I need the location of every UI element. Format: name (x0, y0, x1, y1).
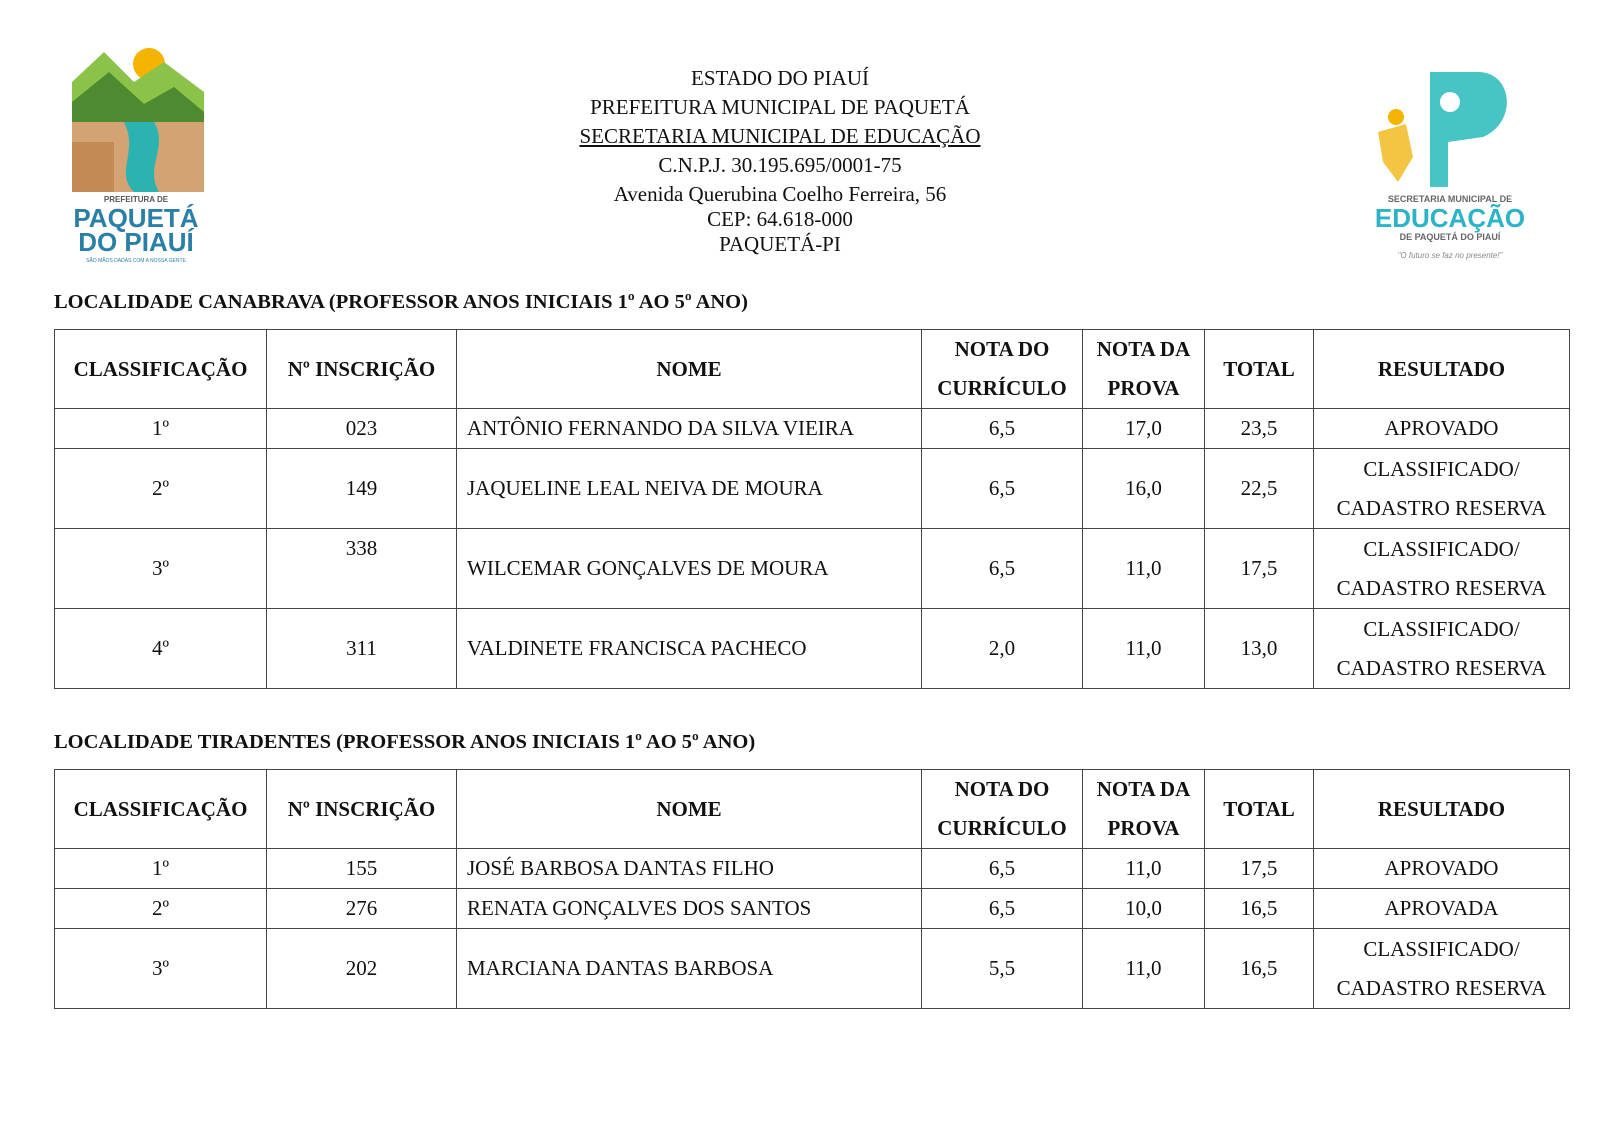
educacao-logo (1368, 62, 1528, 272)
table-row: 2º 149 JAQUELINE LEAL NEIVA DE MOURA 6,5 16,0 22,5 CLASSIFICADO/ CADASTRO RESERVA (55, 449, 1570, 529)
results-table-canabrava (54, 329, 1570, 689)
prefeitura-logo (64, 42, 209, 267)
svg-text:DO PIAUÍ: DO PIAUÍ (78, 227, 194, 257)
col-inscricao: Nº INSCRIÇÃO (267, 330, 457, 409)
header-cep: CEP: 64.618-000 (707, 207, 853, 231)
svg-text:EDUCAÇÃO: EDUCAÇÃO (1374, 203, 1526, 233)
col-prova: NOTA DA PROVA (1083, 770, 1205, 849)
svg-text:"O futuro se faz no presente!": "O futuro se faz no presente!" (1397, 251, 1503, 260)
svg-text:SÃO MÃOS DADAS COM A NOSSA GEN: SÃO MÃOS DADAS COM A NOSSA GENTE (86, 258, 186, 264)
col-resultado: RESULTADO (1314, 770, 1570, 849)
col-curriculo: NOTA DO CURRÍCULO (922, 770, 1083, 849)
document-header (450, 64, 1110, 259)
col-resultado: RESULTADO (1314, 330, 1570, 409)
table-header-row (55, 770, 1570, 849)
section-title-tiradentes: LOCALIDADE TIRADENTES (PROFESSOR ANOS INICIAIS 1º AO 5º ANO) (54, 731, 756, 753)
table-row: 1º 155 JOSÉ BARBOSA DANTAS FILHO 6,5 11,0 17,5 APROVADO (55, 849, 1570, 889)
svg-text:SECRETARIA MUNICIPAL DE: SECRETARIA MUNICIPAL DE (1387, 194, 1513, 204)
header-secretaria: SECRETARIA MUNICIPAL DE EDUCAÇÃO (579, 124, 981, 148)
table-row: 2º 276 RENATA GONÇALVES DOS SANTOS 6,5 10,0 16,5 APROVADA (55, 889, 1570, 929)
header-state: ESTADO DO PIAUÍ (691, 66, 869, 90)
col-classificacao: CLASSIFICAÇÃO (55, 770, 267, 849)
results-table-tiradentes (54, 769, 1570, 1009)
svg-text:PAQUETÁ: PAQUETÁ (73, 203, 199, 233)
table-row: 1º 023 ANTÔNIO FERNANDO DA SILVA VIEIRA 6,5 17,0 23,5 APROVADO (55, 409, 1570, 449)
col-nome: NOME (457, 770, 922, 849)
header-city: PAQUETÁ-PI (719, 232, 841, 256)
col-nome: NOME (457, 330, 922, 409)
col-total: TOTAL (1205, 770, 1314, 849)
col-curriculo: NOTA DO CURRÍCULO (922, 330, 1083, 409)
table-row: 4º 311 VALDINETE FRANCISCA PACHECO 2,0 11,0 13,0 CLASSIFICADO/ CADASTRO RESERVA (55, 609, 1570, 689)
table-row: 3º 202 MARCIANA DANTAS BARBOSA 5,5 11,0 16,5 CLASSIFICADO/ CADASTRO RESERVA (55, 929, 1570, 1009)
col-prova: NOTA DA PROVA (1083, 330, 1205, 409)
section-title-canabrava: LOCALIDADE CANABRAVA (PROFESSOR ANOS INICIAIS 1º AO 5º ANO) (54, 291, 748, 313)
svg-text:DE PAQUETÁ DO PIAUÍ: DE PAQUETÁ DO PIAUÍ (1399, 232, 1501, 242)
col-total: TOTAL (1205, 330, 1314, 409)
header-prefeitura: PREFEITURA MUNICIPAL DE PAQUETÁ (590, 95, 970, 119)
table-header-row (55, 330, 1570, 409)
col-inscricao: Nº INSCRIÇÃO (267, 770, 457, 849)
svg-text:PREFEITURA DE: PREFEITURA DE (103, 195, 169, 204)
header-cnpj: C.N.P.J. 30.195.695/0001-75 (658, 153, 902, 177)
table-row: 3º 338 WILCEMAR GONÇALVES DE MOURA 6,5 11,0 17,5 CLASSIFICADO/ CADASTRO RESERVA (55, 529, 1570, 609)
header-address: Avenida Querubina Coelho Ferreira, 56 (613, 182, 947, 206)
col-classificacao: CLASSIFICAÇÃO (55, 330, 267, 409)
